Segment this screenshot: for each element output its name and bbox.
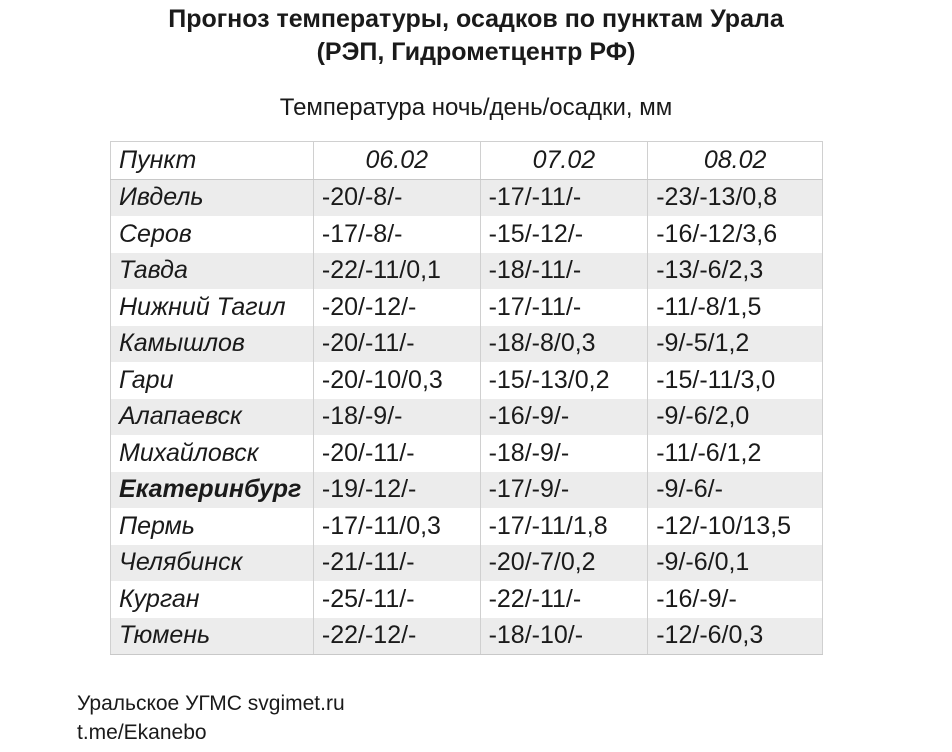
forecast-cell: -11/-6/1,2 [648,435,823,472]
forecast-cell: -20/-11/- [313,435,480,472]
forecast-cell: -18/-8/0,3 [480,326,648,363]
forecast-cell: -21/-11/- [313,545,480,582]
forecast-cell: -15/-12/- [480,216,648,253]
forecast-cell: -15/-13/0,2 [480,362,648,399]
forecast-cell: -16/-12/3,6 [648,216,823,253]
table-row [111,435,823,472]
forecast-cell: -18/-10/- [480,618,648,655]
station-name: Тавда [111,253,314,290]
forecast-cell: -20/-12/- [313,289,480,326]
forecast-cell: -9/-6/0,1 [648,545,823,582]
forecast-cell: -22/-11/- [480,581,648,618]
station-name: Алапаевск [111,399,314,436]
forecast-cell: -17/-11/- [480,179,648,216]
table-row [111,618,823,655]
forecast-cell: -13/-6/2,3 [648,253,823,290]
forecast-cell: -15/-11/3,0 [648,362,823,399]
forecast-table [110,141,823,655]
forecast-cell: -20/-8/- [313,179,480,216]
forecast-cell: -20/-11/- [313,326,480,363]
forecast-cell: -12/-10/13,5 [648,508,823,545]
forecast-cell: -19/-12/- [313,472,480,509]
table-row [111,545,823,582]
table-row [111,581,823,618]
station-name: Серов [111,216,314,253]
footer-source: Уральское УГМС svgimet.ru [77,692,345,715]
forecast-cell: -22/-11/0,1 [313,253,480,290]
footer-channel: t.me/Ekanebo [77,721,207,744]
table-row [111,253,823,290]
forecast-cell: -18/-11/- [480,253,648,290]
table-row [111,362,823,399]
station-name: Челябинск [111,545,314,582]
forecast-cell: -23/-13/0,8 [648,179,823,216]
station-name: Курган [111,581,314,618]
station-name: Камышлов [111,326,314,363]
forecast-cell: -11/-8/1,5 [648,289,823,326]
station-name: Нижний Тагил [111,289,314,326]
column-header-date: 08.02 [648,142,823,180]
forecast-cell: -9/-5/1,2 [648,326,823,363]
table-row [111,508,823,545]
table-header-row [111,142,823,180]
forecast-cell: -17/-11/1,8 [480,508,648,545]
forecast-cell: -17/-11/0,3 [313,508,480,545]
column-header-date: 07.02 [480,142,648,180]
column-header-station: Пункт [111,142,314,180]
forecast-cell: -16/-9/- [480,399,648,436]
station-name: Екатеринбург [111,472,314,509]
station-name: Гари [111,362,314,399]
forecast-cell: -18/-9/- [313,399,480,436]
station-name: Ивдель [111,179,314,216]
forecast-cell: -16/-9/- [648,581,823,618]
table-row [111,399,823,436]
forecast-cell: -18/-9/- [480,435,648,472]
forecast-cell: -20/-10/0,3 [313,362,480,399]
table-caption: Температура ночь/день/осадки, мм [279,94,673,121]
table-row [111,216,823,253]
station-name: Михайловск [111,435,314,472]
forecast-cell: -20/-7/0,2 [480,545,648,582]
table-row [111,326,823,363]
forecast-cell: -17/-8/- [313,216,480,253]
forecast-cell: -9/-6/- [648,472,823,509]
station-name: Тюмень [111,618,314,655]
table-row [111,472,823,509]
table-row [111,179,823,216]
forecast-cell: -9/-6/2,0 [648,399,823,436]
table-row [111,289,823,326]
forecast-cell: -22/-12/- [313,618,480,655]
forecast-cell: -17/-11/- [480,289,648,326]
forecast-cell: -25/-11/- [313,581,480,618]
column-header-date: 06.02 [313,142,480,180]
station-name: Пермь [111,508,314,545]
page-subtitle-source: (РЭП, Гидрометцентр РФ) [316,38,636,66]
forecast-cell: -17/-9/- [480,472,648,509]
forecast-cell: -12/-6/0,3 [648,618,823,655]
page-title: Прогноз температуры, осадков по пунктам Урала [168,5,784,33]
